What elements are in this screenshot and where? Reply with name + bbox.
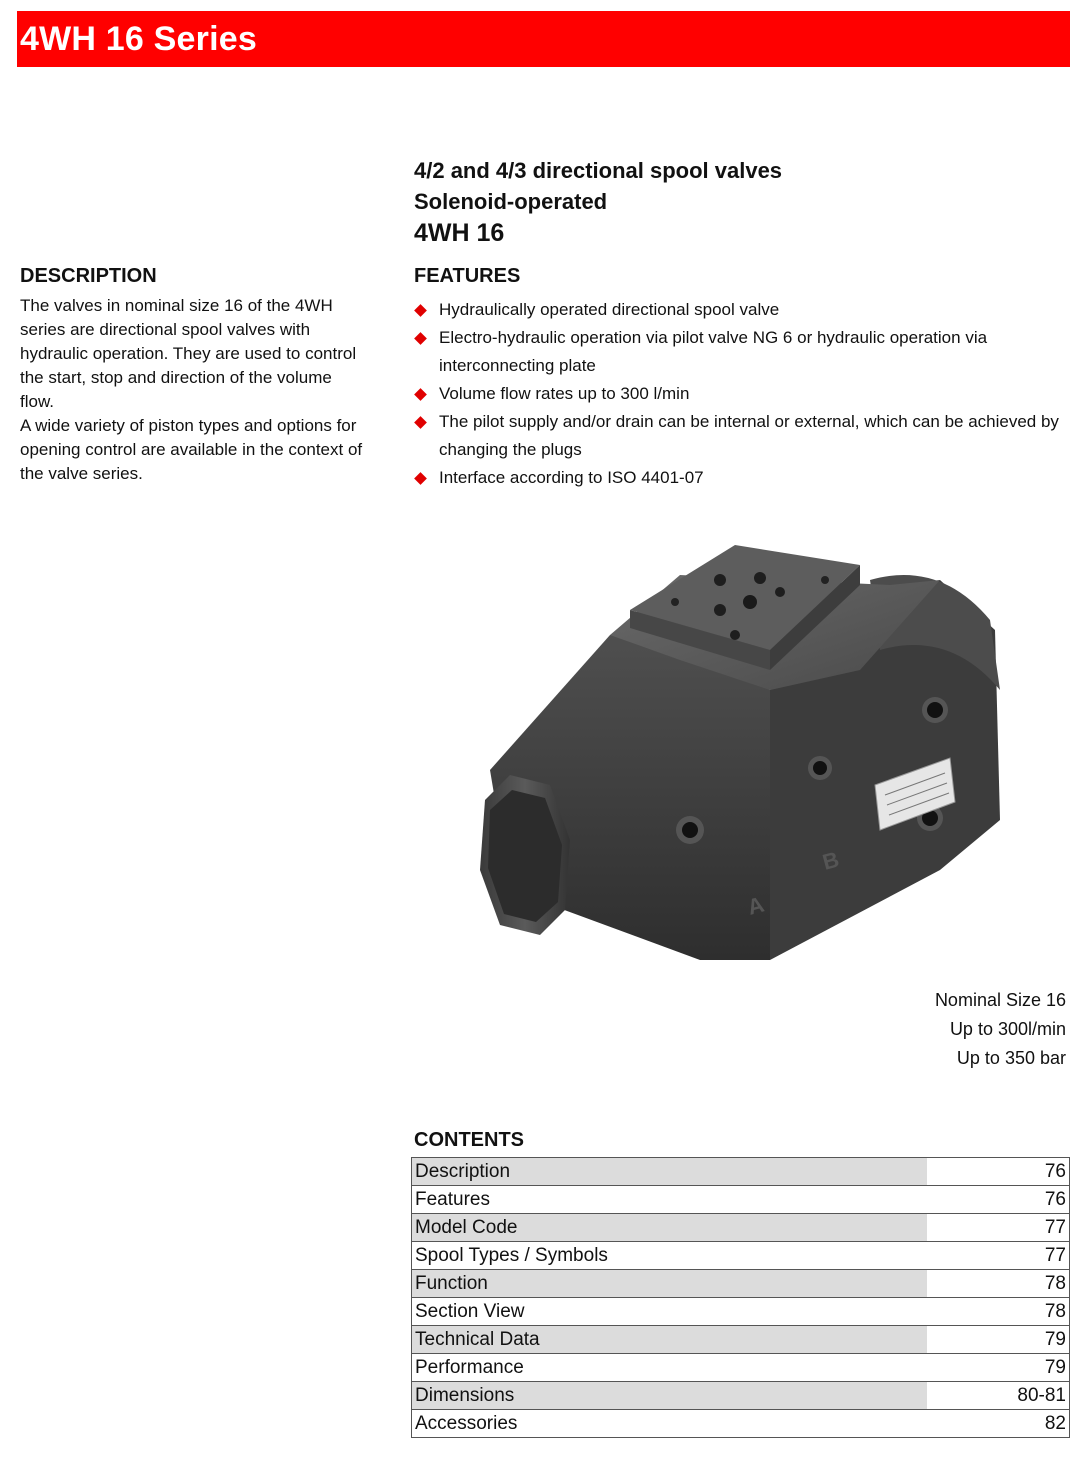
header-banner <box>17 11 1070 67</box>
spec-flow-rate: Up to 300l/min <box>949 1019 1066 1039</box>
toc-page: 80-81 <box>927 1382 1069 1410</box>
contents-table <box>411 1157 1070 1438</box>
description-heading: DESCRIPTION <box>20 265 157 287</box>
feature-item: Interface according to ISO 4401-07 <box>414 464 1074 492</box>
toc-page: 78 <box>927 1298 1069 1326</box>
valve-product-photo <box>470 540 1010 970</box>
table-row[interactable] <box>412 1270 1070 1298</box>
toc-page: 76 <box>927 1158 1069 1186</box>
description-paragraph-1: The valves in nominal size 16 of the 4WH series are directional spool valves with hydraulic operation. They are used to control the start, stop and direction of the volume flow. <box>20 296 357 411</box>
table-row[interactable] <box>412 1410 1070 1438</box>
table-row[interactable] <box>412 1186 1070 1214</box>
toc-label: Section View <box>412 1298 928 1326</box>
toc-label: Accessories <box>412 1410 928 1438</box>
toc-page: 78 <box>927 1270 1069 1298</box>
table-row[interactable] <box>412 1382 1070 1410</box>
features-heading: FEATURES <box>414 265 521 287</box>
toc-label: Spool Types / Symbols <box>412 1242 928 1270</box>
contents-heading: CONTENTS <box>414 1129 524 1151</box>
table-row[interactable] <box>412 1354 1070 1382</box>
product-subtitle-line1: 4/2 and 4/3 directional spool valves <box>414 158 783 183</box>
table-row[interactable] <box>412 1298 1070 1326</box>
toc-page: 77 <box>927 1242 1069 1270</box>
spec-summary <box>935 986 1066 1073</box>
feature-item: Electro-hydraulic operation via pilot valve NG 6 or hydraulic operation via interconnecting plate <box>414 324 1074 380</box>
toc-label: Performance <box>412 1354 928 1382</box>
toc-page: 82 <box>927 1410 1069 1438</box>
page-title: 4WH 16 Series <box>20 20 257 58</box>
diamond-bullet-icon <box>414 472 427 485</box>
diamond-bullet-icon <box>414 304 427 317</box>
table-row[interactable] <box>412 1242 1070 1270</box>
description-paragraph-2: A wide variety of piston types and options for opening control are available in the context of the valve series. <box>20 416 363 483</box>
product-subtitle-line2: Solenoid-operated <box>414 189 608 214</box>
svg-text:A: A <box>744 891 767 920</box>
features-list <box>414 296 1074 492</box>
spec-pressure: Up to 350 bar <box>956 1048 1066 1068</box>
toc-page: 76 <box>927 1186 1069 1214</box>
toc-page: 79 <box>927 1326 1069 1354</box>
table-row[interactable] <box>412 1214 1070 1242</box>
toc-label: Features <box>412 1186 928 1214</box>
table-row[interactable] <box>412 1158 1070 1186</box>
spec-nominal-size: Nominal Size 16 <box>934 990 1066 1010</box>
description-text <box>20 294 365 486</box>
diamond-bullet-icon <box>414 416 427 429</box>
toc-label: Description <box>412 1158 928 1186</box>
toc-page: 79 <box>927 1354 1069 1382</box>
toc-label: Model Code <box>412 1214 928 1242</box>
toc-page: 77 <box>927 1214 1069 1242</box>
feature-item: Volume flow rates up to 300 l/min <box>414 380 1074 408</box>
toc-label: Technical Data <box>412 1326 928 1354</box>
feature-item: The pilot supply and/or drain can be internal or external, which can be achieved by changing the plugs <box>414 408 1074 464</box>
diamond-bullet-icon <box>414 388 427 401</box>
toc-label: Function <box>412 1270 928 1298</box>
feature-item: Hydraulically operated directional spool valve <box>414 296 1074 324</box>
table-row[interactable] <box>412 1326 1070 1354</box>
product-model-name: 4WH 16 <box>414 219 505 247</box>
svg-text:B: B <box>819 846 842 875</box>
toc-label: Dimensions <box>412 1382 928 1410</box>
diamond-bullet-icon <box>414 332 427 345</box>
